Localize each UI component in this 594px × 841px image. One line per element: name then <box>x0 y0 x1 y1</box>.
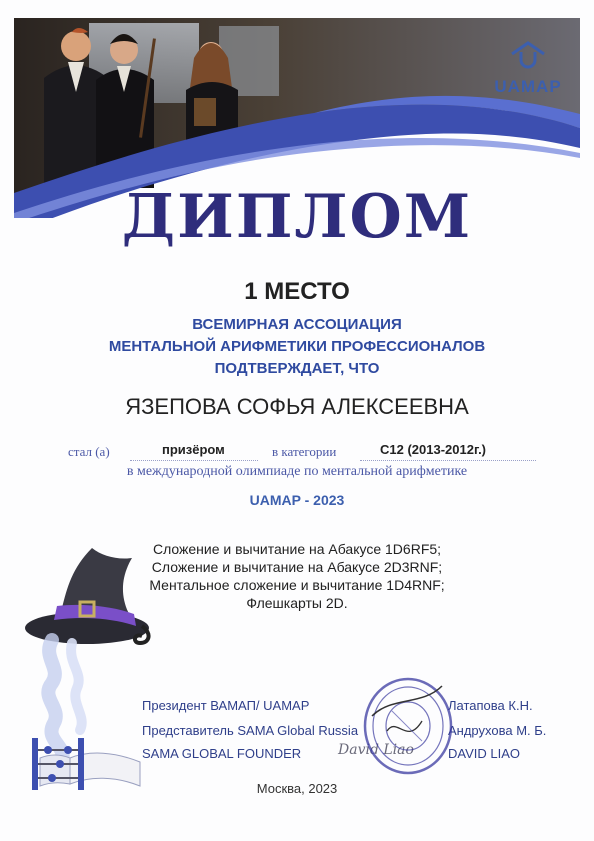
signature-name: Андрухова М. Б. <box>448 723 547 738</box>
signature-role: SAMA GLOBAL FOUNDER <box>142 746 302 761</box>
discipline-item: Ментальное сложение и вычитание 1D4RNF; <box>149 577 445 593</box>
place-heading: 1 МЕСТО <box>244 278 350 305</box>
recipient-name: ЯЗЕПОВА СОФЬЯ АЛЕКСЕЕВНА <box>125 394 469 419</box>
discipline-item: Флешкарты 2D. <box>246 595 348 611</box>
award-category: С12 (2013-2012г.) <box>380 442 487 457</box>
discipline-item: Сложение и вычитание на Абакусе 1D6RF5; <box>152 541 442 557</box>
association-statement <box>0 314 594 380</box>
logo-text: UAMAP <box>494 77 562 96</box>
city-year: Москва, 2023 <box>256 781 338 796</box>
status-underline <box>130 460 258 461</box>
signature-role: Представитель SAMA Global Russia <box>142 723 359 738</box>
became-label: стал (а) <box>68 444 110 459</box>
signature-name: Латапова К.Н. <box>448 698 533 713</box>
signature-name: DAVID LIAO <box>448 746 521 761</box>
association-line-2: МЕНТАЛЬНОЙ АРИФМЕТИКИ ПРОФЕССИОНАЛОВ <box>108 338 486 355</box>
house-u-icon <box>508 40 548 70</box>
official-stamp <box>362 676 454 776</box>
diploma-title: ДИПЛОМ <box>121 182 473 252</box>
discipline-item: Сложение и вычитание на Абакусе 2D3RNF; <box>151 559 443 575</box>
award-status: призёром <box>162 442 225 457</box>
handwritten-signature: David Liao <box>338 742 414 758</box>
category-label: в категории <box>272 444 337 459</box>
event-name: UAMAP - 2023 <box>249 492 345 508</box>
category-underline <box>360 460 536 461</box>
association-line-1: ВСЕМИРНАЯ АССОЦИАЦИЯ <box>192 316 402 333</box>
association-line-3: ПОДТВЕРЖДАЕТ, ЧТО <box>214 360 380 377</box>
uamap-logo <box>478 40 578 97</box>
signature-role: Президент ВАМАП/ UAMAP <box>142 698 310 713</box>
olympiad-line: в международной олимпиаде по ментальной арифметике <box>126 464 468 479</box>
